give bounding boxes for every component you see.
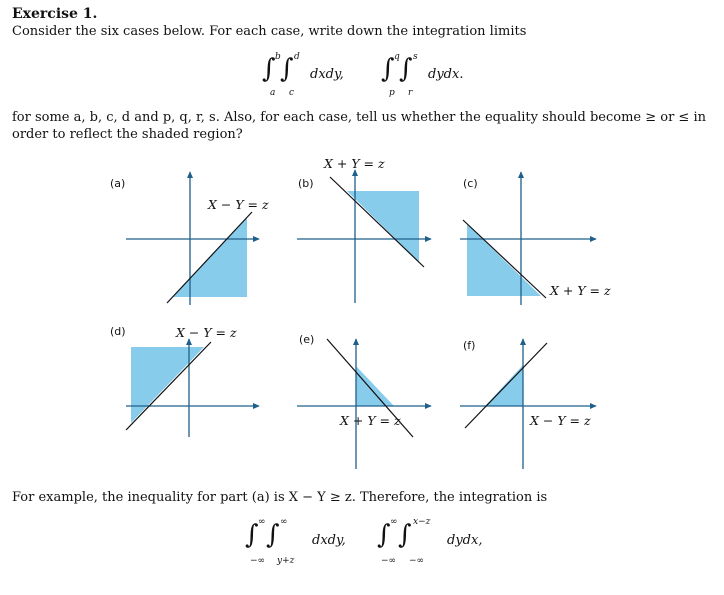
integral-sign: ∫ <box>266 520 280 550</box>
integral-sign: ∫ <box>377 520 391 550</box>
panel-a-line-label: X − Y = z <box>208 197 269 212</box>
upper-limit: ∞ <box>390 517 398 527</box>
differential: dxdy, <box>312 533 346 548</box>
integral-sign: ∫ <box>262 54 276 84</box>
shaded-region <box>131 347 204 423</box>
upper-limit: ∞ <box>280 517 288 527</box>
lower-limit: r <box>408 88 413 98</box>
upper-limit: s <box>413 52 418 62</box>
upper-limit: ∞ <box>258 517 266 527</box>
integral-sign: ∫ <box>280 54 294 84</box>
shaded-region <box>485 365 523 406</box>
panel-c-line-label: X + Y = z <box>550 283 611 298</box>
panel-f <box>460 339 596 469</box>
lower-limit: −∞ <box>381 556 397 566</box>
panel-e-label: (e) <box>299 333 315 346</box>
shaded-region <box>356 366 394 406</box>
differential: dydx, <box>447 533 483 548</box>
lower-limit: y+z <box>277 556 295 566</box>
differential: dydx. <box>428 67 464 82</box>
integral-sign: ∫ <box>381 54 395 84</box>
panel-b-label: (b) <box>298 177 314 190</box>
exercise-title: Exercise 1. <box>12 6 98 22</box>
lower-limit: a <box>270 88 276 98</box>
panel-d-line-label: X − Y = z <box>176 325 237 340</box>
lower-limit: −∞ <box>409 556 425 566</box>
differential: dxdy, <box>310 67 344 82</box>
panel-a-label: (a) <box>110 177 126 190</box>
panel-b <box>297 156 431 303</box>
panel-b-line-label: X + Y = z <box>324 156 385 171</box>
integral-sign: ∫ <box>398 520 412 550</box>
panel-e <box>297 333 431 469</box>
panel-e-line-label: X + Y = z <box>340 413 401 428</box>
panel-d-label: (d) <box>110 325 126 338</box>
instructions-line2: order to reflect the shaded region? <box>12 127 243 142</box>
upper-limit: x−z <box>413 517 431 527</box>
example-text: For example, the inequality for part (a) is X − Y ≥ z. Therefore, the integration is <box>12 490 548 505</box>
lower-limit: −∞ <box>250 556 266 566</box>
instructions-line1: for some a, b, c, d and p, q, r, s. Also, for each case, tell us whether the equality should become ≥ or ≤ in <box>12 110 706 125</box>
lower-limit: p <box>389 88 395 98</box>
upper-limit: q <box>394 52 400 62</box>
panel-f-line-label: X − Y = z <box>530 413 591 428</box>
upper-limit: b <box>275 52 281 62</box>
panel-a <box>110 172 269 305</box>
panel-d <box>110 325 259 437</box>
panel-f-label: (f) <box>463 339 476 352</box>
panel-c-label: (c) <box>463 177 478 190</box>
upper-limit: d <box>294 52 300 62</box>
panel-c <box>460 172 611 305</box>
integral-sign: ∫ <box>245 520 259 550</box>
intro-text: Consider the six cases below. For each case, write down the integration limits <box>12 24 527 39</box>
integral-sign: ∫ <box>399 54 413 84</box>
lower-limit: c <box>289 88 295 98</box>
